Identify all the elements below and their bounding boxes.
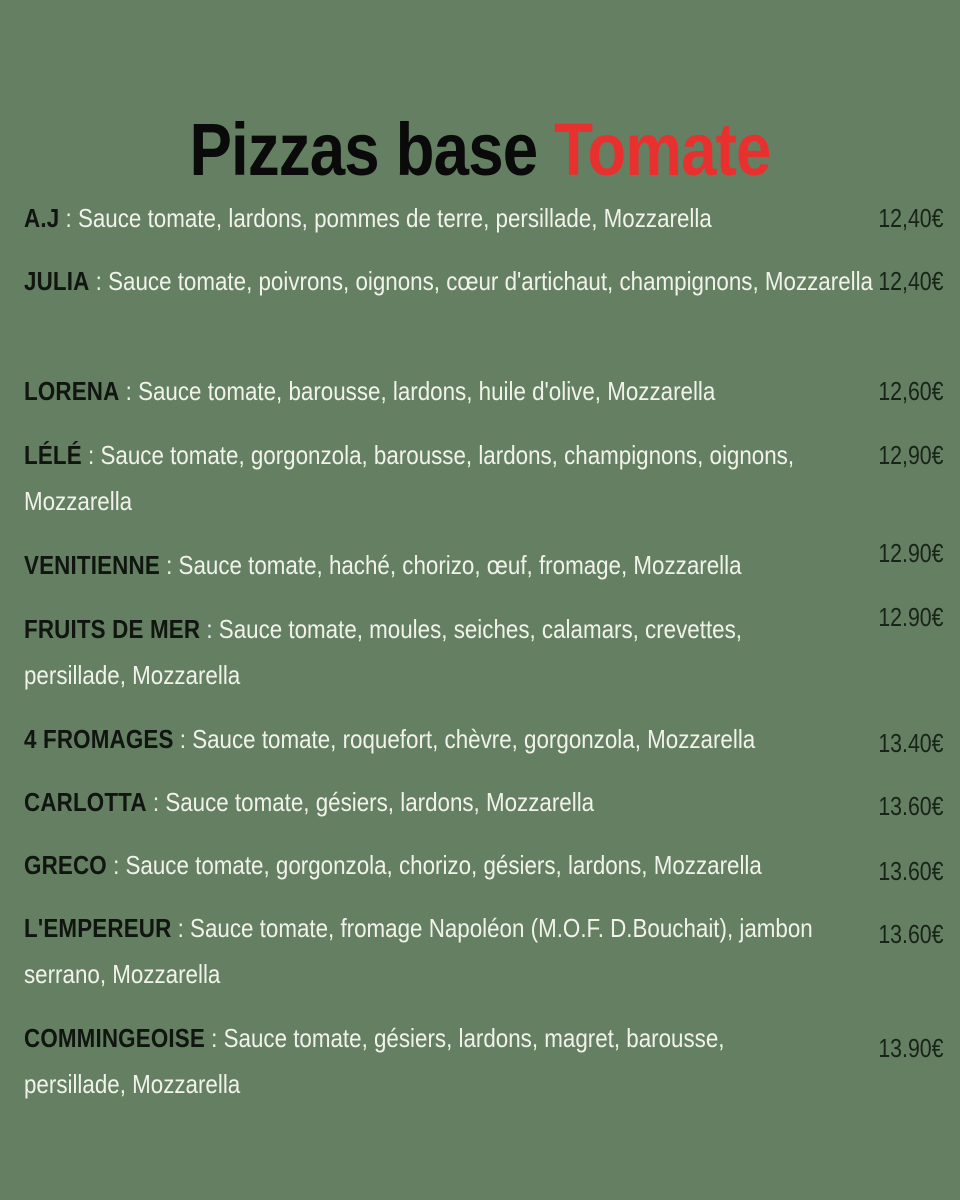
- item-name: COMMINGEOISE: [24, 1023, 205, 1053]
- menu-item-lele: LÉLÉ : Sauce tomate, gorgonzola, barousse, lardons, champignons, oignons, Mozzarella 12,90€: [24, 432, 944, 524]
- item-description: Sauce tomate, poivrons, oignons, cœur d'artichaut, champignons, Mozzarella: [108, 266, 874, 296]
- item-price: 12.90€: [878, 602, 944, 632]
- menu-item-commingeoise: COMMINGEOISE : Sauce tomate, gésiers, lardons, magret, barousse, persillade, Mozzarella 13.90€: [24, 1023, 944, 1099]
- item-name: L'EMPEREUR: [24, 913, 172, 943]
- item-description: Sauce tomate, moules, seiches, calamars, crevettes, persillade, Mozzarella: [24, 614, 742, 690]
- item-description: Sauce tomate, haché, chorizo, œuf, fromage, Mozzarella: [178, 550, 742, 580]
- menu-item-venitienne: VENITIENNE : Sauce tomate, haché, chorizo, œuf, fromage, Mozzarella 12.90€: [24, 542, 944, 588]
- item-price: 13.90€: [878, 1033, 944, 1063]
- item-price: 13.60€: [878, 919, 944, 949]
- item-name: FRUITS DE MER: [24, 614, 201, 644]
- item-price: 12,40€: [878, 203, 944, 233]
- item-price: 13.40€: [878, 728, 944, 758]
- item-description: Sauce tomate, roquefort, chèvre, gorgonzola, Mozzarella: [192, 724, 756, 754]
- item-price: 12,40€: [878, 266, 944, 296]
- item-name: VENITIENNE: [24, 550, 160, 580]
- item-price: 12,60€: [878, 376, 944, 406]
- item-description: Sauce tomate, barousse, lardons, huile d'olive, Mozzarella: [138, 376, 716, 406]
- item-name: GRECO: [24, 850, 107, 880]
- item-description: Sauce tomate, gorgonzola, barousse, lardons, champignons, oignons, Mozzarella: [24, 440, 795, 516]
- title-tomate: Tomate: [554, 107, 771, 191]
- menu-item-4-fromages: 4 FROMAGES : Sauce tomate, roquefort, chèvre, gorgonzola, Mozzarella 13.40€: [24, 716, 944, 762]
- page-title: [67, 108, 893, 192]
- item-description: Sauce tomate, gésiers, lardons, magret, barousse, persillade, Mozzarella: [24, 1023, 725, 1099]
- menu-item-greco: GRECO : Sauce tomate, gorgonzola, chorizo, gésiers, lardons, Mozzarella 13.60€: [24, 842, 944, 888]
- menu-item-carlotta: CARLOTTA : Sauce tomate, gésiers, lardons, Mozzarella 13.60€: [24, 779, 944, 825]
- item-description: Sauce tomate, lardons, pommes de terre, persillade, Mozzarella: [77, 203, 712, 233]
- item-name: A.J: [24, 203, 60, 233]
- item-price: 12.90€: [878, 538, 944, 568]
- menu-item-aj: A.J : Sauce tomate, lardons, pommes de terre, persillade, Mozzarella 12,40€: [24, 195, 944, 241]
- item-description: Sauce tomate, fromage Napoléon (M.O.F. D.Bouchait), jambon serrano, Mozzarella: [24, 913, 813, 989]
- menu-item-lorena: LORENA : Sauce tomate, barousse, lardons, huile d'olive, Mozzarella 12,60€: [24, 368, 944, 414]
- item-name: 4 FROMAGES: [24, 724, 174, 754]
- menu-item-lempereur: L'EMPEREUR : Sauce tomate, fromage Napoléon (M.O.F. D.Bouchait), jambon serrano, Mozzarella 13.60€: [24, 913, 944, 989]
- item-name: CARLOTTA: [24, 787, 147, 817]
- item-description: Sauce tomate, gésiers, lardons, Mozzarella: [165, 787, 595, 817]
- item-name: LORENA: [24, 376, 120, 406]
- item-price: 13.60€: [878, 791, 944, 821]
- item-name: JULIA: [24, 266, 90, 296]
- item-name: LÉLÉ: [24, 440, 82, 470]
- title-pizzas-base: Pizzas base: [189, 107, 538, 191]
- item-description: Sauce tomate, gorgonzola, chorizo, gésiers, lardons, Mozzarella: [125, 850, 762, 880]
- item-price: 12,90€: [878, 440, 944, 470]
- menu-item-fruits-de-mer: FRUITS DE MER : Sauce tomate, moules, seiches, calamars, crevettes, persillade, Mozzarella 12.90€: [24, 606, 944, 698]
- item-price: 13.60€: [878, 856, 944, 886]
- menu-item-julia: JULIA : Sauce tomate, poivrons, oignons, cœur d'artichaut, champignons, Mozzarella 12,40€: [24, 258, 944, 304]
